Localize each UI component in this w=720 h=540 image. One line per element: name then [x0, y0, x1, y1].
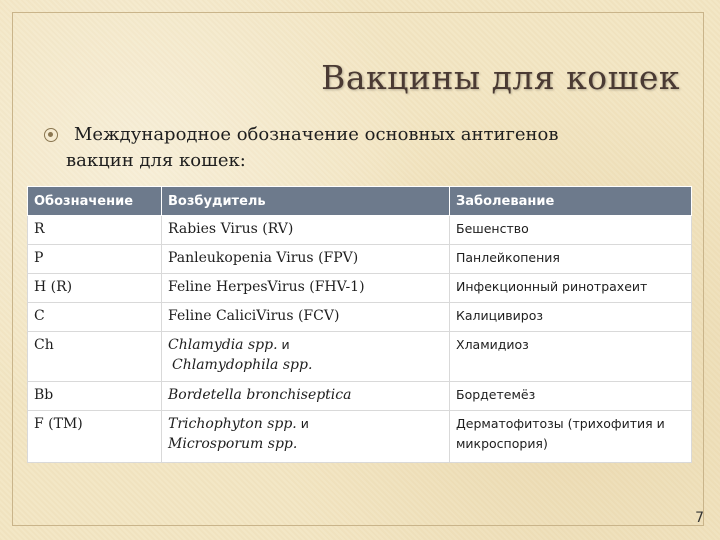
disease-line1: Дерматофитозы (трихофития и — [456, 416, 665, 431]
cell-agent: Rabies Virus (RV) — [162, 216, 450, 245]
cell-agent: Feline CaliciVirus (FCV) — [162, 303, 450, 332]
cell-code: P — [28, 245, 162, 274]
cell-code: F (TM) — [28, 411, 162, 463]
cell-agent — [162, 411, 450, 463]
header-agent: Возбудитель — [162, 187, 450, 216]
table-row — [28, 411, 692, 463]
agent-name: Chlamydia spp. — [168, 337, 278, 353]
table-row — [28, 303, 692, 332]
cell-disease — [450, 411, 692, 463]
cell-agent: Panleukopenia Virus (FPV) — [162, 245, 450, 274]
cell-agent: Feline HerpesVirus (FHV-1) — [162, 274, 450, 303]
agent-name-2: Chlamydophila spp. — [172, 357, 313, 373]
cell-agent: Bordetella bronchiseptica — [162, 382, 450, 411]
cell-disease: Бордетемёз — [450, 382, 692, 411]
table-row — [28, 382, 692, 411]
table-row — [28, 332, 692, 382]
cell-code: H (R) — [28, 274, 162, 303]
cell-code: C — [28, 303, 162, 332]
circle-bullet-icon — [44, 128, 58, 142]
page-number: 7 — [695, 510, 704, 526]
table-header-row — [28, 187, 692, 216]
cell-agent — [162, 332, 450, 382]
header-disease: Заболевание — [450, 187, 692, 216]
cell-code: R — [28, 216, 162, 245]
cell-disease: Панлейкопения — [450, 245, 692, 274]
table-row — [28, 245, 692, 274]
bullet-text — [44, 122, 684, 174]
header-code: Обозначение — [28, 187, 162, 216]
vaccine-table — [27, 186, 692, 463]
cell-disease: Калицивироз — [450, 303, 692, 332]
cell-disease: Хламидиоз — [450, 332, 692, 382]
slide-title: Вакцины для кошек — [321, 58, 680, 97]
agent-name-2: Microsporum spp. — [168, 436, 298, 452]
cell-disease: Бешенство — [450, 216, 692, 245]
cell-code: Ch — [28, 332, 162, 382]
table-row — [28, 216, 692, 245]
bullet-text-line2: вакцин для кошек: — [66, 150, 246, 171]
bullet-item — [44, 122, 684, 174]
table-row — [28, 274, 692, 303]
agent-conjunction: и — [296, 416, 309, 431]
agent-conjunction: и — [277, 337, 290, 352]
cell-disease: Инфекционный ринотрахеит — [450, 274, 692, 303]
cell-code: Bb — [28, 382, 162, 411]
disease-line2: микроспория) — [456, 436, 548, 451]
agent-name: Trichophyton spp. — [168, 416, 297, 432]
bullet-text-line1: Международное обозначение основных антигенов — [74, 124, 559, 145]
